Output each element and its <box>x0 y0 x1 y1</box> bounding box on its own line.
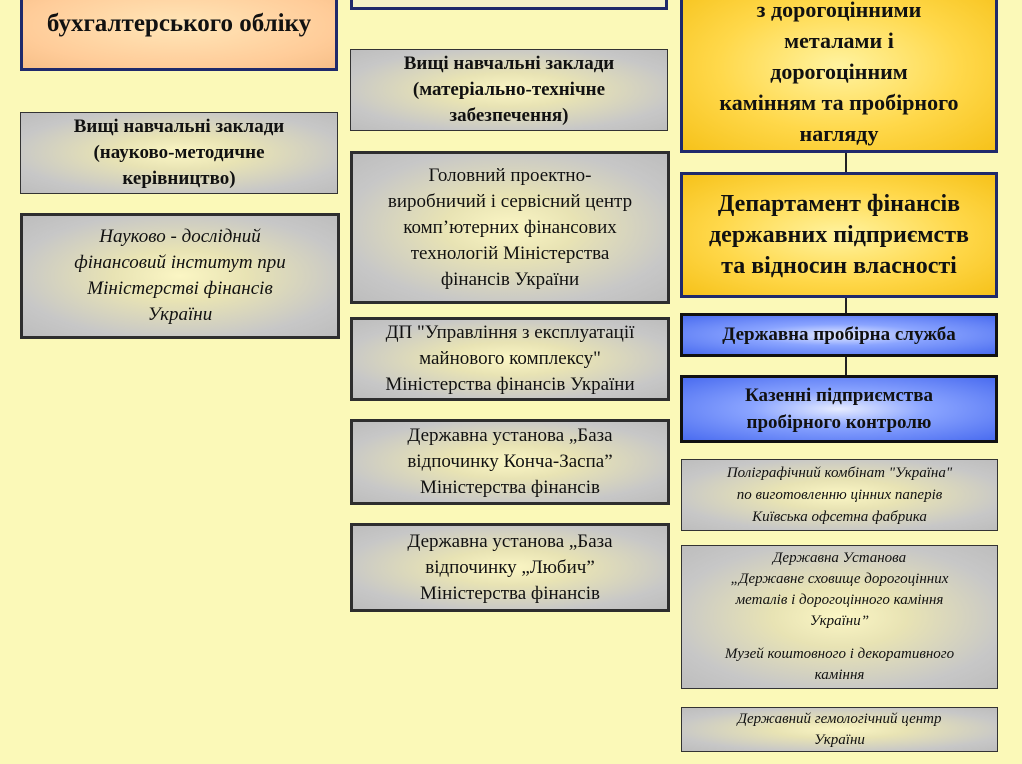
assay-service-label: Державна пробірна служба <box>722 324 956 345</box>
koncha-zaspa-box <box>350 419 670 505</box>
research-institute-label: Науково - дослідний фінансовий інститут при Міністерстві фінансів України <box>74 226 286 325</box>
storage-institution-box <box>681 545 998 689</box>
design-center-label: Головний проектно- виробничий і сервісний центр комп’ютерних фінансових технологій Міністерства фінансів України <box>387 164 633 290</box>
property-management-label: ДП "Управління з експлуатації майнового комплексу" Міністерства фінансів України <box>385 322 635 395</box>
research-institute-box <box>20 213 340 339</box>
universities-material-box <box>350 49 668 131</box>
storage-institution-label: Державна Установа „Державне сховище дорогоцінних металів і дорогоцінного каміння України” <box>730 550 949 629</box>
connector-finance-to-assay <box>845 296 847 314</box>
assay-service-box <box>680 313 998 357</box>
connector-assay-to-enterprises <box>845 356 847 376</box>
gemological-center-label: Державний гемологічний центр України <box>737 710 942 748</box>
property-management-box <box>350 317 670 401</box>
assay-enterprises-box <box>680 375 998 443</box>
finance-department-label: Департамент фінансів державних підприємств та відносин власності <box>709 190 969 279</box>
finance-department-box <box>680 172 998 298</box>
precious-metals-label: з дорогоцінними металами і дорогоцінним камінням та пробірного нагляду <box>719 0 959 146</box>
precious-metals-box <box>680 0 998 153</box>
gemological-center-box <box>681 707 998 752</box>
middle-top-box <box>350 0 668 10</box>
museum-label: Музей коштовного і декоративного каміння <box>724 646 955 683</box>
printing-plant-box <box>681 459 998 531</box>
connector-precious-to-finance <box>845 151 847 173</box>
koncha-zaspa-label: Державна установа „База відпочинку Конча-Заспа” Міністерства фінансів <box>407 425 613 498</box>
universities-methodical-label: Вищі навчальні заклади (науково-методичне керівництво) <box>73 116 285 189</box>
printing-plant-label: Поліграфічний комбінат "Україна" по виготовленню цінних паперів Київська офсетна фабрика <box>726 465 953 525</box>
lyubych-label: Державна установа „База відпочинку „Любич” Міністерства фінансів <box>407 530 613 604</box>
accounting-box-label: бухгалтерського обліку <box>46 10 312 37</box>
accounting-box <box>20 0 338 71</box>
universities-material-label: Вищі навчальні заклади (матеріально-технічне забезпечення) <box>403 53 615 126</box>
assay-enterprises-label: Казенні підприємства пробірного контролю <box>745 385 933 433</box>
design-center-box <box>350 151 670 304</box>
universities-methodical-box <box>20 112 338 194</box>
lyubych-box <box>350 523 670 612</box>
